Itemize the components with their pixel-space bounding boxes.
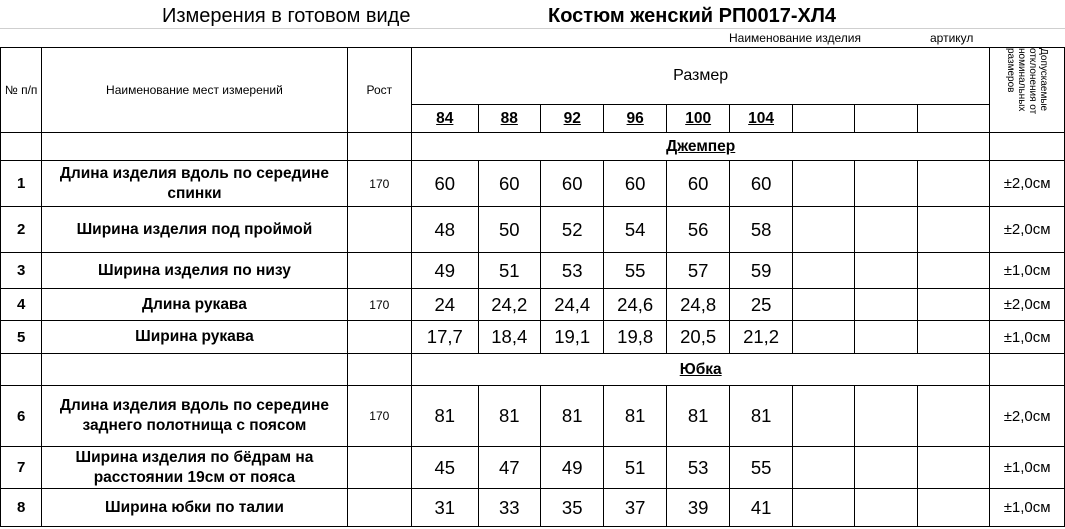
size-header: 96 — [604, 105, 666, 133]
size-value: 56 — [666, 207, 729, 253]
size-value: 33 — [478, 489, 540, 527]
height-value — [347, 447, 411, 489]
size-value: 51 — [478, 253, 540, 289]
size-value: 24,6 — [604, 289, 666, 321]
table-row — [1, 321, 1065, 354]
size-value: 24,4 — [540, 289, 603, 321]
size-value: 18,4 — [478, 321, 540, 354]
col-tolerance-header — [990, 48, 1065, 133]
measurement-name: Ширина юбки по талии — [42, 489, 347, 527]
size-header: 92 — [540, 105, 603, 133]
size-value: 60 — [730, 161, 792, 207]
tolerance-value: ±2,0см — [990, 386, 1065, 447]
col-measurement-header: Наименование мест измерений — [42, 48, 347, 133]
size-value: 41 — [730, 489, 792, 527]
tolerance-value: ±1,0см — [990, 447, 1065, 489]
size-header: 84 — [412, 105, 478, 133]
tolerance-value: ±2,0см — [990, 289, 1065, 321]
size-value: 59 — [730, 253, 792, 289]
header-rule — [0, 28, 1065, 29]
size-value: 58 — [730, 207, 792, 253]
size-value: 49 — [540, 447, 603, 489]
height-value — [347, 207, 411, 253]
size-value: 49 — [412, 253, 478, 289]
row-number: 6 — [1, 386, 42, 447]
size-value: 53 — [540, 253, 603, 289]
size-value: 50 — [478, 207, 540, 253]
measurement-name: Ширина рукава — [42, 321, 347, 354]
measurement-name: Длина изделия вдоль по середине заднего полотнища с поясом — [42, 386, 347, 447]
size-value: 48 — [412, 207, 478, 253]
row-number: 3 — [1, 253, 42, 289]
col-height-header: Рост — [347, 48, 411, 133]
table-row — [1, 447, 1065, 489]
empty-cell — [917, 105, 990, 133]
size-value: 37 — [604, 489, 666, 527]
size-value: 19,1 — [540, 321, 603, 354]
size-value: 31 — [412, 489, 478, 527]
measurement-name: Ширина изделия под проймой — [42, 207, 347, 253]
height-value: 170 — [347, 161, 411, 207]
size-value: 45 — [412, 447, 478, 489]
row-number: 8 — [1, 489, 42, 527]
table-row — [1, 207, 1065, 253]
product-title: Костюм женский РП0017-ХЛ4 — [548, 5, 837, 27]
size-value: 24,8 — [666, 289, 729, 321]
section-row — [1, 354, 1065, 386]
table-row — [1, 161, 1065, 207]
height-value — [347, 321, 411, 354]
measurement-name: Длина рукава — [42, 289, 347, 321]
tolerance-header-text: Допускаемые отклонения от номинальных размеров — [1005, 48, 1050, 115]
height-value — [347, 489, 411, 527]
col-number-header: № п/п — [1, 48, 42, 133]
size-value: 20,5 — [666, 321, 729, 354]
sheet-title: Измерения в готовом виде — [162, 5, 411, 27]
height-value: 170 — [347, 289, 411, 321]
section-title: Джемпер — [412, 133, 990, 161]
row-number: 7 — [1, 447, 42, 489]
size-value: 60 — [666, 161, 729, 207]
table-row — [1, 489, 1065, 527]
table-row — [1, 289, 1065, 321]
row-number: 2 — [1, 207, 42, 253]
height-value: 170 — [347, 386, 411, 447]
size-value: 51 — [604, 447, 666, 489]
size-value: 57 — [666, 253, 729, 289]
tolerance-value: ±2,0см — [990, 161, 1065, 207]
product-name-label: Наименование изделия — [729, 31, 861, 45]
size-value: 81 — [666, 386, 729, 447]
size-value: 81 — [412, 386, 478, 447]
height-value — [347, 253, 411, 289]
measurement-name: Ширина изделия по низу — [42, 253, 347, 289]
size-header: 100 — [666, 105, 729, 133]
size-value: 55 — [730, 447, 792, 489]
size-value: 60 — [604, 161, 666, 207]
section-row — [1, 133, 1065, 161]
size-value: 25 — [730, 289, 792, 321]
size-value: 55 — [604, 253, 666, 289]
size-header: 88 — [478, 105, 540, 133]
size-value: 35 — [540, 489, 603, 527]
size-value: 17,7 — [412, 321, 478, 354]
row-number: 4 — [1, 289, 42, 321]
empty-cell — [855, 105, 917, 133]
tolerance-value: ±1,0см — [990, 489, 1065, 527]
size-value: 81 — [730, 386, 792, 447]
table-row — [1, 386, 1065, 447]
size-value: 24 — [412, 289, 478, 321]
tolerance-value: ±2,0см — [990, 207, 1065, 253]
size-value: 21,2 — [730, 321, 792, 354]
tolerance-value: ±1,0см — [990, 321, 1065, 354]
size-value: 81 — [540, 386, 603, 447]
row-number: 1 — [1, 161, 42, 207]
size-value: 52 — [540, 207, 603, 253]
measurement-name: Длина изделия вдоль по середине спинки — [42, 161, 347, 207]
size-value: 60 — [540, 161, 603, 207]
size-value: 24,2 — [478, 289, 540, 321]
size-value: 81 — [478, 386, 540, 447]
size-value: 47 — [478, 447, 540, 489]
article-label: артикул — [930, 31, 974, 45]
size-value: 81 — [604, 386, 666, 447]
table-row — [1, 253, 1065, 289]
size-value: 19,8 — [604, 321, 666, 354]
size-value: 39 — [666, 489, 729, 527]
measurement-name: Ширина изделия по бёдрам на расстоянии 19см от пояса — [42, 447, 347, 489]
size-group-header: Размер — [412, 48, 990, 105]
empty-cell — [792, 105, 854, 133]
size-value: 60 — [478, 161, 540, 207]
section-title: Юбка — [412, 354, 990, 386]
size-header: 104 — [730, 105, 792, 133]
size-value: 60 — [412, 161, 478, 207]
row-number: 5 — [1, 321, 42, 354]
tolerance-value: ±1,0см — [990, 253, 1065, 289]
size-value: 53 — [666, 447, 729, 489]
size-value: 54 — [604, 207, 666, 253]
measurement-table — [0, 47, 1065, 527]
